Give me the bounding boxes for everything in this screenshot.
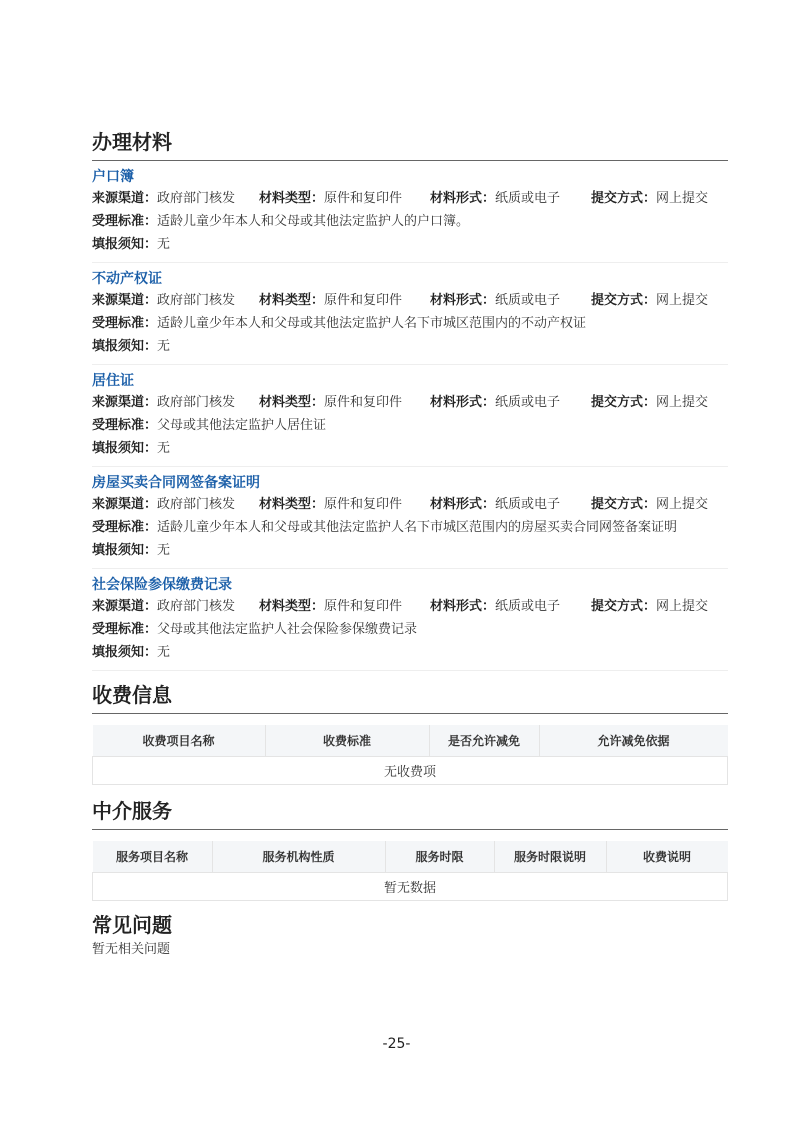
type-field bbox=[259, 493, 430, 516]
form-label: 材料形式： bbox=[430, 293, 496, 308]
fees-empty-text: 无收费项 bbox=[93, 757, 728, 785]
submit-label: 提交方式： bbox=[591, 293, 657, 308]
form-field bbox=[430, 391, 591, 414]
type-value: 原件和复印件 bbox=[324, 599, 403, 614]
source-label: 来源渠道： bbox=[92, 497, 158, 512]
notes-row bbox=[92, 641, 728, 664]
standard-value: 适龄儿童少年本人和父母或其他法定监护人的户口簿。 bbox=[157, 214, 470, 229]
notes-label: 填报须知： bbox=[92, 543, 158, 558]
form-value: 纸质或电子 bbox=[495, 497, 561, 512]
form-field bbox=[430, 289, 591, 312]
standard-row bbox=[92, 312, 728, 335]
material-name: 不动产权证 bbox=[92, 271, 162, 287]
standard-label: 受理标准： bbox=[92, 520, 158, 535]
fees-col-header: 收费项目名称 bbox=[93, 725, 266, 757]
standard-value: 父母或其他法定监护人社会保险参保缴费记录 bbox=[157, 622, 418, 637]
submit-label: 提交方式： bbox=[591, 497, 657, 512]
material-item bbox=[92, 569, 728, 671]
agency-col-header: 服务时限说明 bbox=[494, 841, 606, 873]
type-value: 原件和复印件 bbox=[324, 191, 403, 206]
standard-value: 适龄儿童少年本人和父母或其他法定监护人名下市城区范围内的房屋买卖合同网签备案证明 bbox=[157, 520, 678, 535]
type-value: 原件和复印件 bbox=[324, 497, 403, 512]
material-name: 户口簿 bbox=[92, 169, 134, 185]
source-label: 来源渠道： bbox=[92, 395, 158, 410]
submit-label: 提交方式： bbox=[591, 599, 657, 614]
submit-field bbox=[591, 595, 708, 618]
form-value: 纸质或电子 bbox=[495, 395, 561, 410]
material-item bbox=[92, 263, 728, 365]
submit-field bbox=[591, 391, 708, 414]
notes-label: 填报须知： bbox=[92, 645, 158, 660]
notes-label: 填报须知： bbox=[92, 339, 158, 354]
source-label: 来源渠道： bbox=[92, 191, 158, 206]
submit-value: 网上提交 bbox=[656, 293, 709, 308]
type-field bbox=[259, 289, 430, 312]
type-label: 材料类型： bbox=[259, 395, 325, 410]
source-value: 政府部门核发 bbox=[157, 497, 236, 512]
form-field bbox=[430, 595, 591, 618]
notes-value: 无 bbox=[157, 543, 171, 558]
source-value: 政府部门核发 bbox=[157, 395, 236, 410]
form-label: 材料形式： bbox=[430, 191, 496, 206]
table-row bbox=[93, 873, 728, 901]
type-label: 材料类型： bbox=[259, 191, 325, 206]
source-field bbox=[92, 391, 259, 414]
agency-col-header: 服务机构性质 bbox=[212, 841, 385, 873]
source-label: 来源渠道： bbox=[92, 293, 158, 308]
material-item bbox=[92, 365, 728, 467]
standard-label: 受理标准： bbox=[92, 214, 158, 229]
material-meta-row bbox=[92, 187, 728, 210]
notes-value: 无 bbox=[157, 645, 171, 660]
form-label: 材料形式： bbox=[430, 497, 496, 512]
source-value: 政府部门核发 bbox=[157, 293, 236, 308]
form-label: 材料形式： bbox=[430, 599, 496, 614]
submit-field bbox=[591, 187, 708, 210]
source-field bbox=[92, 595, 259, 618]
type-label: 材料类型： bbox=[259, 497, 325, 512]
form-value: 纸质或电子 bbox=[495, 191, 561, 206]
faq-section-title: 常见问题 bbox=[92, 913, 172, 937]
notes-row bbox=[92, 233, 728, 256]
source-value: 政府部门核发 bbox=[157, 599, 236, 614]
fees-table-header-row bbox=[93, 725, 728, 757]
source-value: 政府部门核发 bbox=[157, 191, 236, 206]
submit-label: 提交方式： bbox=[591, 191, 657, 206]
standard-row bbox=[92, 618, 728, 641]
fees-col-header: 收费标准 bbox=[265, 725, 429, 757]
form-label: 材料形式： bbox=[430, 395, 496, 410]
material-item bbox=[92, 467, 728, 569]
form-value: 纸质或电子 bbox=[495, 599, 561, 614]
notes-row bbox=[92, 539, 728, 562]
agency-col-header: 服务项目名称 bbox=[93, 841, 213, 873]
standard-row bbox=[92, 414, 728, 437]
standard-value: 父母或其他法定监护人居住证 bbox=[157, 418, 327, 433]
standard-label: 受理标准： bbox=[92, 418, 158, 433]
standard-label: 受理标准： bbox=[92, 316, 158, 331]
material-meta-row bbox=[92, 391, 728, 414]
material-meta-row bbox=[92, 595, 728, 618]
notes-label: 填报须知： bbox=[92, 237, 158, 252]
notes-value: 无 bbox=[157, 237, 171, 252]
submit-value: 网上提交 bbox=[656, 191, 709, 206]
materials-section-title: 办理材料 bbox=[92, 128, 728, 161]
material-item bbox=[92, 161, 728, 263]
source-field bbox=[92, 289, 259, 312]
fees-section-title: 收费信息 bbox=[92, 681, 728, 714]
type-label: 材料类型： bbox=[259, 293, 325, 308]
form-value: 纸质或电子 bbox=[495, 293, 561, 308]
submit-value: 网上提交 bbox=[656, 497, 709, 512]
fees-col-header: 是否允许减免 bbox=[429, 725, 539, 757]
materials-list bbox=[92, 161, 728, 671]
content bbox=[92, 128, 728, 961]
submit-field bbox=[591, 493, 708, 516]
agency-empty-text: 暂无数据 bbox=[93, 873, 728, 901]
agency-table-header-row bbox=[93, 841, 728, 873]
material-name: 房屋买卖合同网签备案证明 bbox=[92, 475, 260, 491]
page-number: -25- bbox=[382, 1036, 411, 1052]
agency-col-header: 服务时限 bbox=[385, 841, 494, 873]
fees-col-header: 允许减免依据 bbox=[539, 725, 728, 757]
submit-label: 提交方式： bbox=[591, 395, 657, 410]
submit-field bbox=[591, 289, 708, 312]
material-meta-row bbox=[92, 493, 728, 516]
type-value: 原件和复印件 bbox=[324, 293, 403, 308]
source-field bbox=[92, 493, 259, 516]
type-field bbox=[259, 187, 430, 210]
notes-label: 填报须知： bbox=[92, 441, 158, 456]
standard-label: 受理标准： bbox=[92, 622, 158, 637]
form-field bbox=[430, 493, 591, 516]
table-row bbox=[93, 757, 728, 785]
type-field bbox=[259, 391, 430, 414]
agency-table bbox=[92, 841, 728, 901]
fees-table bbox=[92, 725, 728, 785]
source-label: 来源渠道： bbox=[92, 599, 158, 614]
standard-row bbox=[92, 210, 728, 233]
form-field bbox=[430, 187, 591, 210]
standard-value: 适龄儿童少年本人和父母或其他法定监护人名下市城区范围内的不动产权证 bbox=[157, 316, 587, 331]
notes-row bbox=[92, 335, 728, 358]
faq-text: 暂无相关问题 bbox=[92, 942, 171, 957]
notes-row bbox=[92, 437, 728, 460]
material-name: 居住证 bbox=[92, 373, 134, 389]
material-meta-row bbox=[92, 289, 728, 312]
material-name: 社会保险参保缴费记录 bbox=[92, 577, 232, 593]
type-field bbox=[259, 595, 430, 618]
source-field bbox=[92, 187, 259, 210]
type-value: 原件和复印件 bbox=[324, 395, 403, 410]
type-label: 材料类型： bbox=[259, 599, 325, 614]
submit-value: 网上提交 bbox=[656, 395, 709, 410]
submit-value: 网上提交 bbox=[656, 599, 709, 614]
notes-value: 无 bbox=[157, 441, 171, 456]
standard-row bbox=[92, 516, 728, 539]
notes-value: 无 bbox=[157, 339, 171, 354]
agency-col-header: 收费说明 bbox=[606, 841, 728, 873]
agency-section-title: 中介服务 bbox=[92, 797, 728, 830]
